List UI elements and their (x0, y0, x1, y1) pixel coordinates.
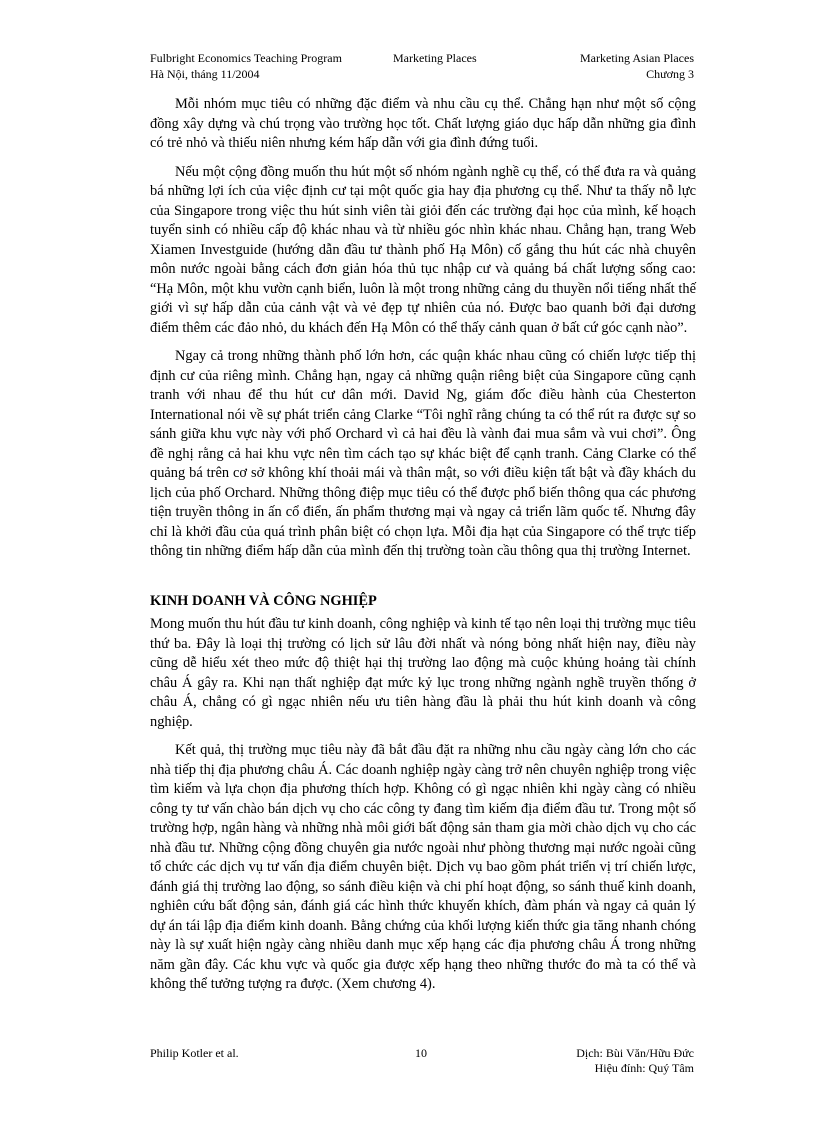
document-body (150, 95, 696, 1004)
header-book: Marketing Asian Places (580, 51, 694, 65)
header-location-date: Hà Nội, tháng 11/2004 (150, 67, 260, 81)
section-heading: KINH DOANH VÀ CÔNG NGHIỆP (150, 592, 377, 609)
paragraph: Mong muốn thu hút đầu tư kinh doanh, công nghiệp và kinh tế tạo nên loại thị trường mục tiêu thứ ba. Đây là loại thị trường có lịch sử lâu đời nhất và nóng bỏng nhất hiện nay, điều này cũng dễ hiểu xét theo mức độ thiệt hại thị trường lao động mà cuộc khủng hoảng tài chính châu Á gây ra. Khi nạn thất nghiệp đạt mức kỷ lục trong những ngành nghề truyền thống ở châu Á, chẳng có gì ngạc nhiên nếu ưu tiên hàng đầu là phải thu hút kinh doanh và công nghiệp. (150, 616, 696, 730)
footer-author: Philip Kotler et al. (150, 1046, 239, 1060)
paragraph: Kết quả, thị trường mục tiêu này đã bắt đầu đặt ra những nhu cầu ngày càng lớn cho các nhà tiếp thị địa phương châu Á. Các doanh nghiệp ngày càng trở nên chuyên nghiệp trong việc tìm kiếm và lựa chọn địa phương thích hợp. Không có gì ngạc nhiên khi ngày càng có nhiều công ty tư vấn chào bán dịch vụ cho các công ty đang tìm kiếm địa điểm đầu tư. Trong một số trường hợp, ngân hàng và những nhà môi giới bất động sản tham gia mời chào dịch vụ cho các nhà đầu tư. Những cộng đồng chuyên gia nước ngoài như phòng thương mại nước ngoài cũng tổ chức các dịch vụ tư vấn địa điểm chuyên biệt. Dịch vụ bao gồm phát triển vị trí chiến lược, đánh giá thị trường lao động, so sánh điều kiện và chi phí hoạt động, so sánh thuế kinh doanh, nghiên cứu bất động sản, đánh giá các hình thức khuyến khích, đàm phán và ngay cả quản lý dự án tái lập địa điểm kinh doanh. Bằng chứng của khối lượng kiến thức gia tăng nhanh chóng này là sự xuất hiện ngày càng nhiều danh mục xếp hạng các địa phương châu Á trong những năm gần đây. Các khu vực và quốc gia được xếp hạng theo những thước đo mà ta có thể và không thể tưởng tượng ra được. (Xem chương 4). (150, 742, 696, 992)
header-chapter: Chương 3 (646, 67, 694, 81)
paragraph: Ngay cả trong những thành phố lớn hơn, các quận khác nhau cũng có chiến lược tiếp thị định cư của riêng mình. Chẳng hạn, ngay cả những quận riêng biệt của Singapore cũng cạnh tranh với nhau để thu hút cư dân mới. David Ng, giám đốc điều hành của Chesterton International nói về sự phát triển cảng Clarke “Tôi nghĩ rằng chúng ta có thể rút ra được sự so sánh giữa khu vực này với phố Orchard vì cả hai đều là vành đai mua sắm và vui chơi”. Ông đề nghị rằng cả hai khu vực nên tìm cách tạo sự khác biệt để cạnh tranh. Cảng Clarke có thể quảng bá trên cơ sở không khí thoải mái và thân mật, so với điều kiện tất bật và đầy khách du lịch của phố Orchard. Những thông điệp mục tiêu có thể được phổ biến thông qua các phương tiện truyền thông in ấn cổ điển, ấn phẩm thương mại và ngay cả triển lãm quốc tế. Nhưng đây chỉ là khởi đầu của quá trình phân biệt có chọn lựa. Mỗi địa hạt của Singapore có thể trực tiếp thông tin những điểm hấp dẫn của mình đến thị trường toàn cầu thông qua thị trường Internet. (150, 348, 696, 559)
header-program: Fulbright Economics Teaching Program (150, 51, 342, 65)
footer-translator: Dịch: Bùi Văn/Hữu Đức (576, 1046, 694, 1060)
paragraph: Nếu một cộng đồng muốn thu hút một số nhóm ngành nghề cụ thể, có thể đưa ra và quảng bá những lợi ích của việc định cư tại một quốc gia hay địa phương cụ thể. Như ta thấy nỗ lực của Singapore trong việc thu hút sinh viên tài giỏi đến các trường đại học của mình, kế hoạch tuyển sinh có nhiều cấp độ khác nhau và từ nhiều góc nhìn khác nhau. Chẳng hạn, trang Web Xiamen Investguide (hướng dẫn đầu tư thành phố Hạ Môn) cố gắng thu hút các nhà chuyên môn nước ngoài bằng cách đơn giản hóa thủ tục nhập cư và quảng bá chất lượng sống cao: “Hạ Môn, một khu vườn cạnh biển, luôn là một trong những cảng du thuyền nổi tiếng nhất thế giới vì sự hấp dẫn của cảnh vật và vẻ đẹp tự nhiên của nó. Được bao quanh bởi đại dương điểm thêm các đảo nhỏ, du khách đến Hạ Môn có thể thấy cảnh quan ở bất cứ góc cạnh nào”. (150, 163, 696, 336)
header-course: Marketing Places (393, 51, 477, 65)
footer-page-number: 10 (415, 1046, 427, 1060)
paragraph: Mỗi nhóm mục tiêu có những đặc điểm và nhu cầu cụ thể. Chẳng hạn như một số cộng đồng xây dựng và chú trọng vào trường học tốt. Chất lượng giáo dục hấp dẫn những gia đình có trẻ nhỏ và thiếu niên nhưng kém hấp dẫn với gia đình đứng tuổi. (150, 96, 696, 151)
footer-editor: Hiệu đính: Quý Tâm (594, 1061, 694, 1075)
